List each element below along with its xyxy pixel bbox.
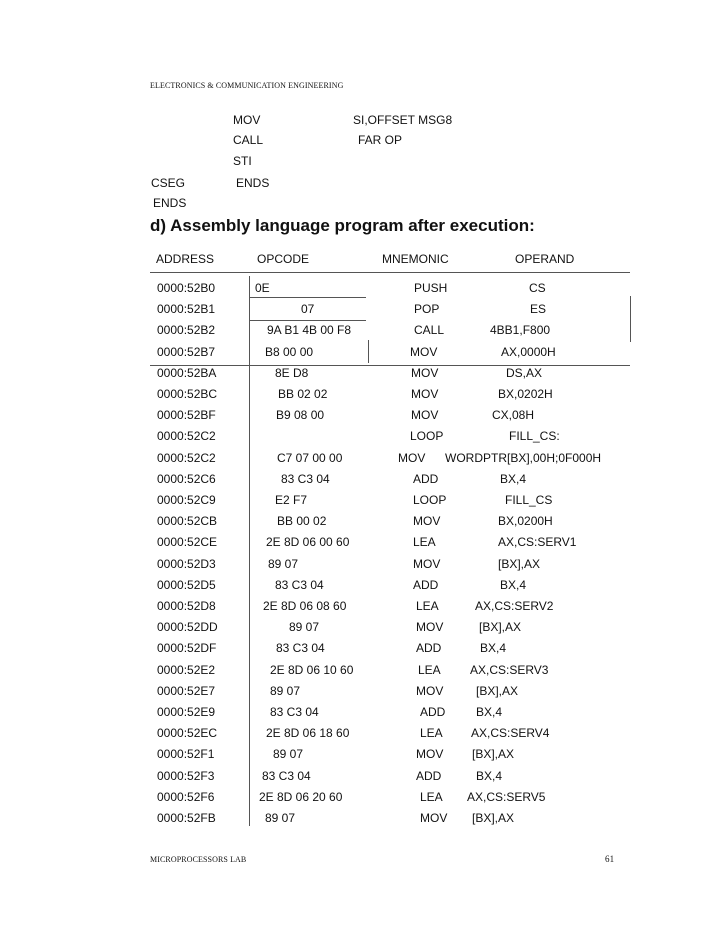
opcode-cell: C7 07 00 00 (277, 451, 343, 465)
table-column-rule (249, 276, 250, 826)
opcode-cell: 83 C3 04 (262, 769, 311, 783)
address-cell: 0000:52B1 (157, 302, 216, 316)
address-cell: 0000:52BC (157, 387, 218, 401)
address-cell: 0000:52D3 (157, 557, 216, 571)
address-cell: 0000:52EC (157, 726, 218, 740)
opcode-cell: 2E 8D 06 20 60 (259, 790, 343, 804)
operand-cell: BX,4 (480, 641, 507, 655)
operand-cell: BX,4 (500, 472, 527, 486)
mnemonic-cell: LEA (413, 535, 436, 549)
mnemonic-cell: LOOP (413, 493, 447, 507)
operand-cell: ES (530, 302, 547, 316)
opcode-cell: 89 07 (273, 747, 304, 761)
operand-cell: AX,CS:SERV5 (467, 790, 546, 804)
operand-cell: FILL_CS (505, 493, 553, 507)
address-cell: 0000:52D5 (157, 578, 216, 592)
mnemonic-cell: MOV (411, 408, 439, 422)
address-cell: 0000:52E2 (157, 663, 216, 677)
operand-cell: [BX],AX (472, 811, 515, 825)
mnemonic-cell: ADD (416, 641, 442, 655)
address-cell: 0000:52C9 (157, 493, 216, 507)
code-mnemonic: CALL (233, 133, 264, 147)
table-cell-rule (368, 340, 369, 363)
column-header-mnemonic: MNEMONIC (382, 252, 449, 266)
mnemonic-cell: LEA (420, 790, 443, 804)
mnemonic-cell: ADD (420, 705, 446, 719)
address-cell: 0000:52F1 (157, 747, 215, 761)
address-cell: 0000:52F3 (157, 769, 215, 783)
operand-cell: AX,CS:SERV1 (498, 535, 577, 549)
opcode-cell: 2E 8D 06 10 60 (270, 663, 354, 677)
opcode-cell: 9A B1 4B 00 F8 (267, 323, 352, 337)
mnemonic-cell: CALL (414, 323, 445, 337)
address-cell: 0000:52BF (157, 408, 216, 422)
operand-cell: 4BB1,F800 (490, 323, 551, 337)
mnemonic-cell: MOV (398, 451, 426, 465)
opcode-cell: 83 C3 04 (281, 472, 330, 486)
address-cell: 0000:52B0 (157, 281, 216, 295)
footer-title: MICROPROCESSORS LAB (150, 855, 247, 864)
code-mnemonic: ENDS (236, 176, 270, 190)
operand-cell: BX,4 (500, 578, 527, 592)
operand-cell: AX,CS:SERV4 (471, 726, 550, 740)
table-cell-rule (249, 297, 366, 298)
address-cell: 0000:52C6 (157, 472, 216, 486)
opcode-cell: 07 (301, 302, 315, 316)
table-cell-rule (630, 296, 631, 342)
address-cell: 0000:52D8 (157, 599, 216, 613)
mnemonic-cell: MOV (413, 514, 441, 528)
table-rule (150, 365, 630, 366)
mnemonic-cell: MOV (416, 620, 444, 634)
opcode-cell: 89 07 (265, 811, 296, 825)
opcode-cell: BB 00 02 (277, 514, 327, 528)
mnemonic-cell: PUSH (414, 281, 448, 295)
opcode-cell: B8 00 00 (265, 345, 314, 359)
mnemonic-cell: ADD (416, 769, 442, 783)
address-cell: 0000:52B2 (157, 323, 216, 337)
mnemonic-cell: POP (414, 302, 440, 316)
operand-cell: AX,CS:SERV3 (470, 663, 549, 677)
table-cell-rule (249, 320, 366, 321)
mnemonic-cell: MOV (413, 557, 441, 571)
address-cell: 0000:52B7 (157, 345, 216, 359)
opcode-cell: 2E 8D 06 18 60 (266, 726, 350, 740)
mnemonic-cell: MOV (416, 684, 444, 698)
opcode-cell: 2E 8D 06 00 60 (266, 535, 350, 549)
operand-cell: [BX],AX (479, 620, 522, 634)
mnemonic-cell: LEA (420, 726, 443, 740)
opcode-cell: E2 F7 (275, 493, 308, 507)
column-header-opcode: OPCODE (257, 252, 310, 266)
operand-cell: [BX],AX (476, 684, 519, 698)
address-cell: 0000:52FB (157, 811, 216, 825)
mnemonic-cell: MOV (420, 811, 448, 825)
page-header: ELECTRONICS & COMMUNICATION ENGINEERING (150, 81, 344, 90)
address-cell: 0000:52DF (157, 641, 217, 655)
opcode-cell: 2E 8D 06 08 60 (263, 599, 347, 613)
operand-cell: AX,CS:SERV2 (475, 599, 554, 613)
mnemonic-cell: LEA (416, 599, 439, 613)
opcode-cell: 8E D8 (275, 366, 309, 380)
address-cell: 0000:52BA (157, 366, 217, 380)
operand-cell: BX,0200H (498, 514, 553, 528)
column-header-operand: OPERAND (515, 252, 575, 266)
mnemonic-cell: LEA (418, 663, 441, 677)
mnemonic-cell: ADD (413, 472, 439, 486)
mnemonic-cell: ADD (413, 578, 439, 592)
address-cell: 0000:52E7 (157, 684, 216, 698)
operand-cell: WORDPTR[BX],00H;0F000H (445, 451, 602, 465)
mnemonic-cell: MOV (410, 345, 438, 359)
mnemonic-cell: MOV (416, 747, 444, 761)
operand-cell: FILL_CS: (509, 429, 560, 443)
mnemonic-cell: LOOP (410, 429, 444, 443)
address-cell: 0000:52E9 (157, 705, 216, 719)
address-cell: 0000:52C2 (157, 429, 216, 443)
operand-cell: BX,4 (476, 705, 503, 719)
code-mnemonic: MOV (233, 113, 261, 127)
operand-cell: BX,0202H (498, 387, 553, 401)
code-operand: FAR OP (358, 133, 403, 147)
address-cell: 0000:52F6 (157, 790, 215, 804)
operand-cell: CS (529, 281, 546, 295)
opcode-cell: 83 C3 04 (275, 578, 324, 592)
opcode-cell: 89 07 (289, 620, 320, 634)
section-heading: d) Assembly language program after execution: (150, 216, 535, 235)
operand-cell: AX,0000H (501, 345, 556, 359)
address-cell: 0000:52CB (157, 514, 218, 528)
mnemonic-cell: MOV (411, 387, 439, 401)
column-header-address: ADDRESS (156, 252, 215, 266)
operand-cell: CX,08H (492, 408, 535, 422)
table-rule (150, 272, 630, 273)
page-number: 61 (605, 854, 615, 864)
opcode-cell: 89 07 (268, 557, 299, 571)
operand-cell: [BX],AX (498, 557, 541, 571)
code-mnemonic: STI (233, 154, 252, 168)
address-cell: 0000:52CE (157, 535, 218, 549)
opcode-cell: BB 02 02 (278, 387, 328, 401)
operand-cell: DS,AX (506, 366, 543, 380)
mnemonic-cell: MOV (411, 366, 439, 380)
code-label: ENDS (153, 196, 187, 210)
opcode-cell: 89 07 (270, 684, 301, 698)
address-cell: 0000:52DD (157, 620, 218, 634)
opcode-cell: 83 C3 04 (270, 705, 319, 719)
address-cell: 0000:52C2 (157, 451, 216, 465)
operand-cell: BX,4 (476, 769, 503, 783)
code-operand: SI,OFFSET MSG8 (353, 113, 453, 127)
opcode-cell: 83 C3 04 (276, 641, 325, 655)
code-label: CSEG (151, 176, 186, 190)
opcode-cell: B9 08 00 (276, 408, 325, 422)
operand-cell: [BX],AX (472, 747, 515, 761)
opcode-cell: 0E (255, 281, 270, 295)
